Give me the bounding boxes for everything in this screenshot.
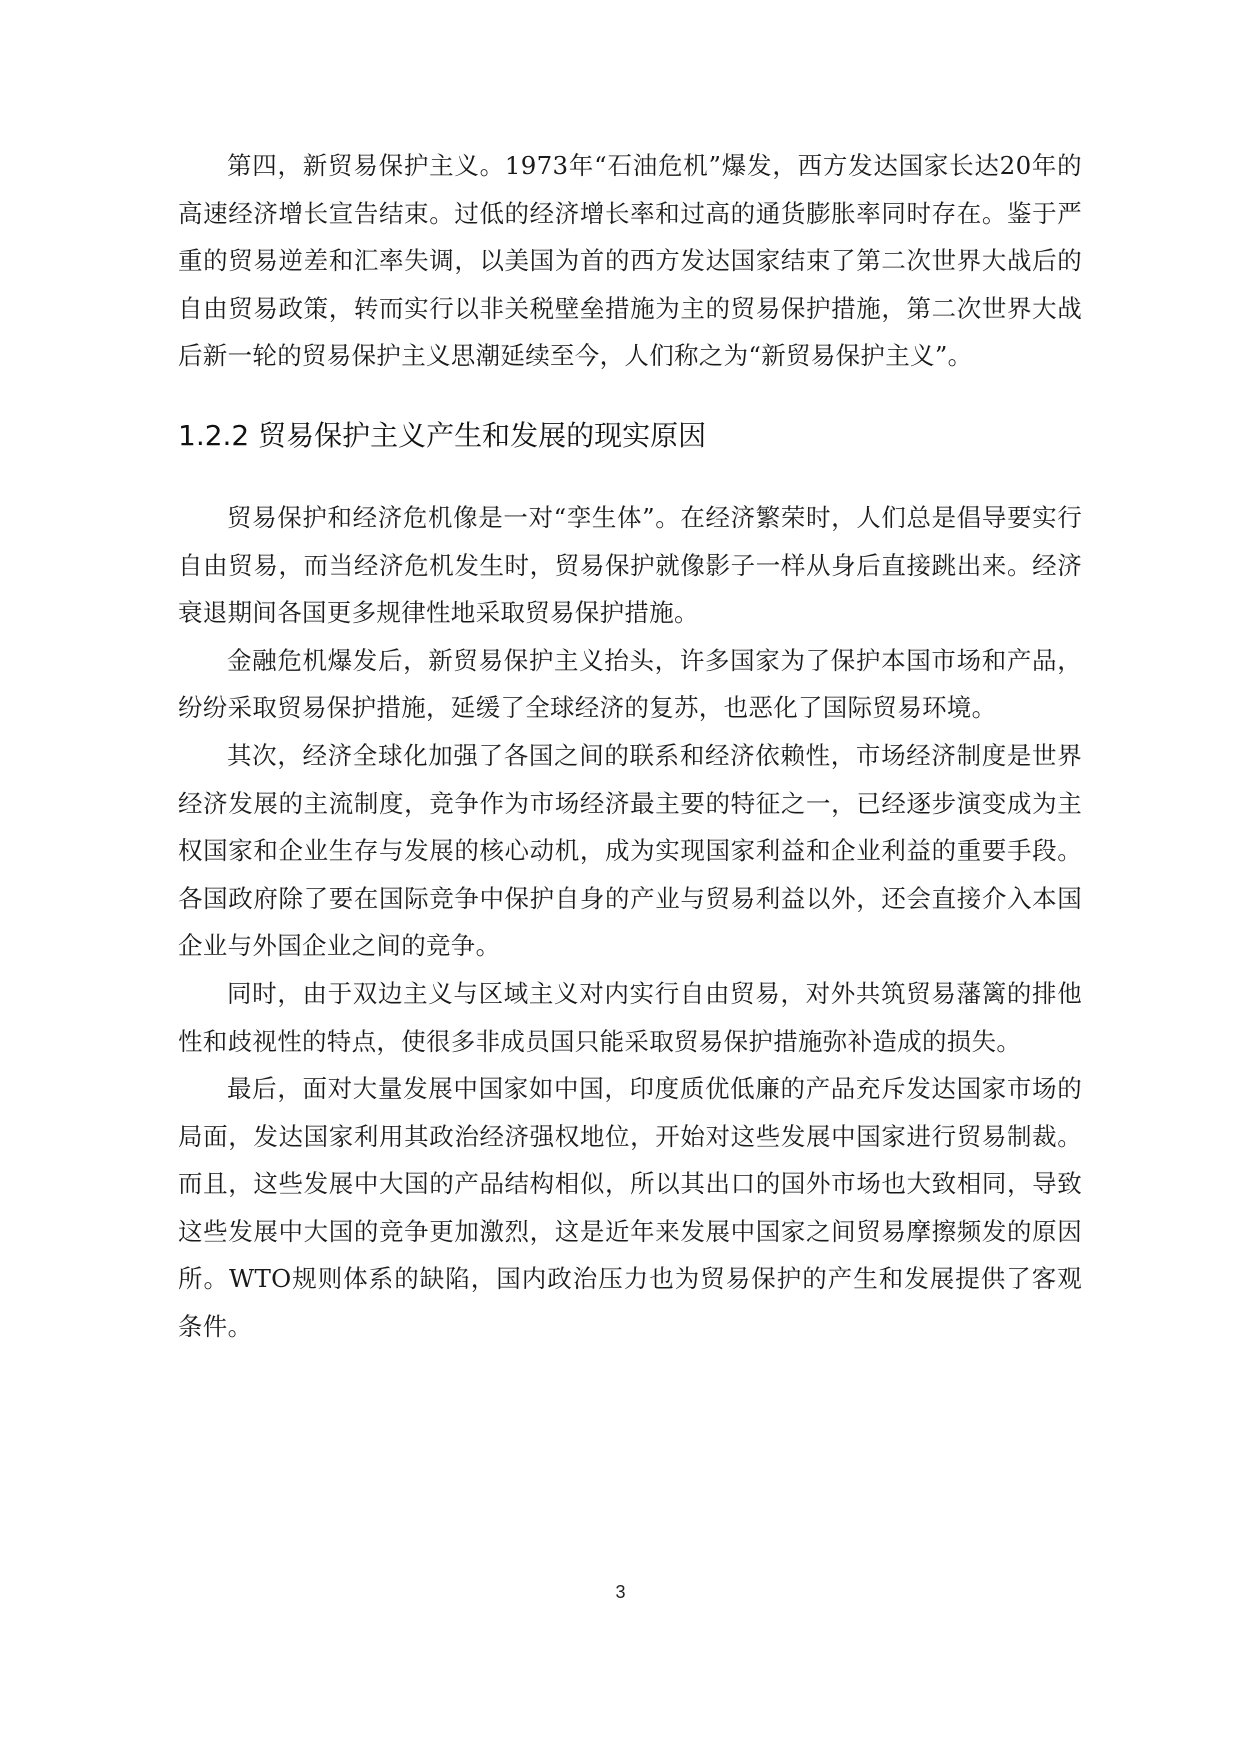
paragraph-new-trade-protectionism: 第四，新贸易保护主义。1973年“石油危机”爆发，西方发达国家长达20年的高速经济增长宣告结束。过低的经济增长率和过高的通货膨胀率同时存在。鉴于严重的贸易逆差和汇率失调，以美国为首的西方发达国家结束了第二次世界大战后的自由贸易政策，转而实行以非关税壁垒措施为主的贸易保护措施，第二次世界大战后新一轮的贸易保护主义思潮延续至今，人们称之为“新贸易保护主义”。	[178, 151, 1082, 371]
paragraph-developing-countries: 最后，面对大量发展中国家如中国，印度质优低廉的产品充斥发达国家市场的局面，发达国家利用其政治经济强权地位，开始对这些发展中国家进行贸易制裁。而且，这些发展中大国的产品结构相似，所以其出口的国外市场也大致相同，导致这些发展中大国的竞争更加激烈，这是近年来发展中国家之间贸易摩擦频发的原因所。WTO规则体系的缺陷，国内政治压力也为贸易保护的产生和发展提供了客观条件。	[178, 1074, 1082, 1342]
section-heading: 1.2.2 贸易保护主义产生和发展的现实原因	[178, 418, 707, 452]
paragraph-globalization: 其次，经济全球化加强了各国之间的联系和经济依赖性，市场经济制度是世界经济发展的主流制度，竞争作为市场经济最主要的特征之一，已经逐步演变成为主权国家和企业生存与发展的核心动机，成为实现国家利益和企业利益的重要手段。各国政府除了要在国际竞争中保护自身的产业与贸易利益以外，还会直接介入本国企业与外国企业之间的竞争。	[178, 740, 1082, 961]
paragraph-twin-crisis: 贸易保护和经济危机像是一对“孪生体”。在经济繁荣时，人们总是倡导要实行自由贸易，而当经济危机发生时，贸易保护就像影子一样从身后直接跳出来。经济衰退期间各国更多规律性地采取贸易保护措施。	[178, 502, 1082, 628]
page-number: 3	[615, 1582, 626, 1602]
paragraph-regionalism: 同时，由于双边主义与区域主义对内实行自由贸易，对外共筑贸易藩篱的排他性和歧视性的特点，使很多非成员国只能采取贸易保护措施弥补造成的损失。	[178, 978, 1082, 1056]
paragraph-financial-crisis: 金融危机爆发后，新贸易保护主义抬头，许多国家为了保护本国市场和产品，纷纷采取贸易保护措施，延缓了全球经济的复苏，也恶化了国际贸易环境。	[178, 645, 1082, 723]
page-content	[178, 142, 1082, 1351]
